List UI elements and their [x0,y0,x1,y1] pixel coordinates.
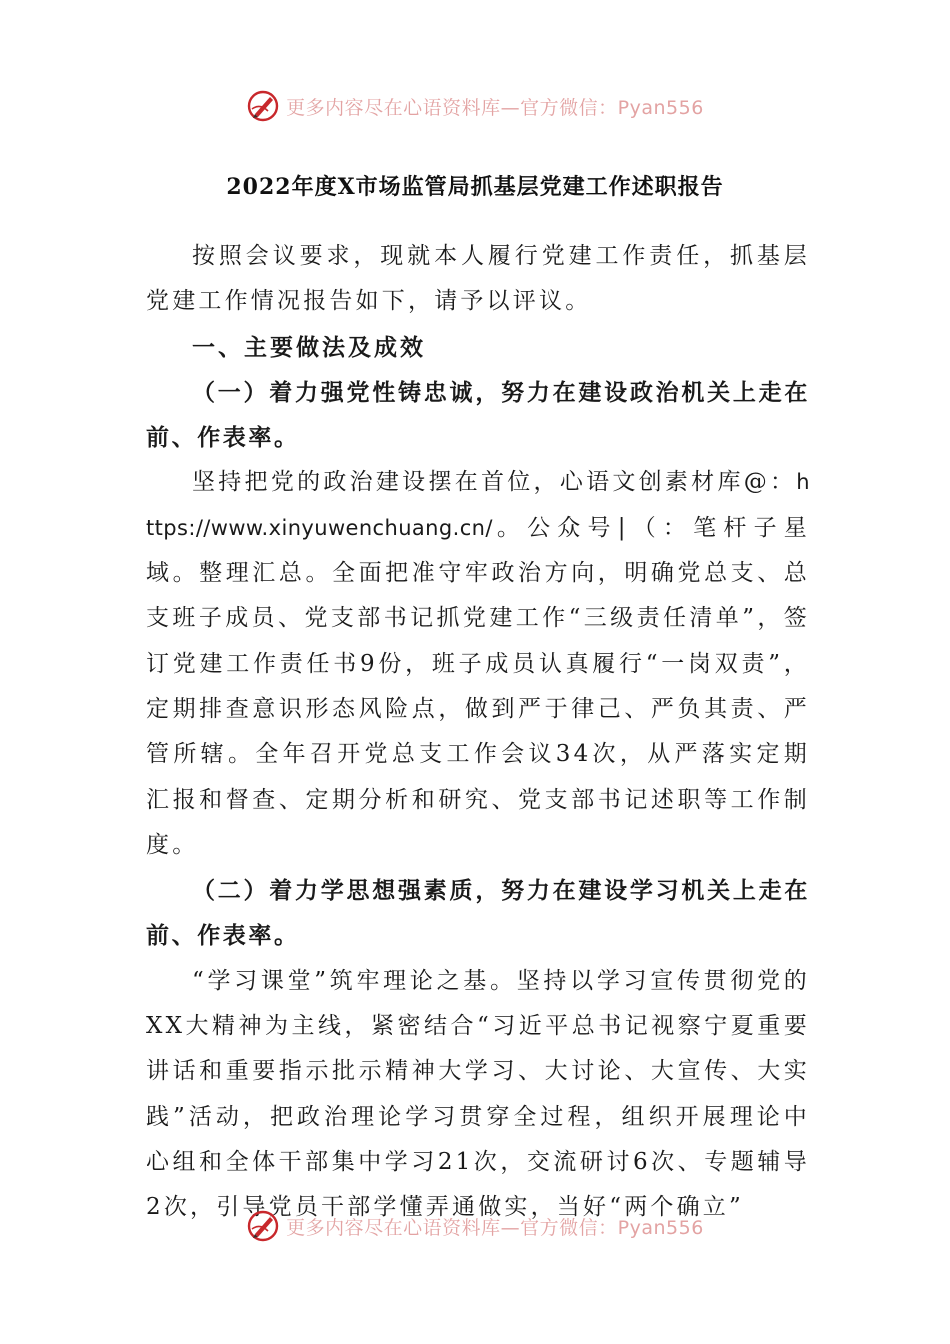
source-url: https://www.xinyuwenchuang.cn/ [146,470,810,540]
intro-paragraph: 按照会议要求，现就本人履行党建工作责任，抓基层党建工作情况报告如下，请予以评议。 [146,243,810,315]
watermark-footer [0,1204,950,1248]
watermark-text: 更多内容尽在心语资料库—官方微信：Pyan556 [286,96,704,119]
section-heading: 一、主要做法及成效 [192,333,426,361]
pen-seal-icon [246,1209,280,1243]
subsection-paragraph-1 [146,460,810,868]
subsection-heading-1: （一）着力强党性铸忠诚，努力在建设政治机关上走在前、作表率。 [146,378,810,452]
page-title: 2022年度X市场监管局抓基层党建工作述职报告 [226,174,724,200]
subsection-paragraph-2: “学习课堂”筑牢理论之基。坚持以学习宣传贯彻党的XX大精神为主线，紧密结合“习近平总书记视察宁夏重要讲话和重要指示批示精神大学习、大讨论、大宣传、大实践”活动，把政治理论学习贯穿全过程，组织开展理论中心组和全体干部集中学习21次，交流研讨6次、专题辅导2次，引导党员干部学懂弄通做实，当好“两个确立” [146,967,810,1221]
subsection-heading-2: （二）着力学思想强素质，努力在建设学习机关上走在前、作表率。 [146,877,810,950]
paragraph-text: 。公众号|（：笔杆子星域。整理汇总。全面把准守牢政治方向，明确党总支、总支班子成员、党支部书记抓党建工作“三级责任清单”，签订党建工作责任书9份，班子成员认真履行“一岗双责”，定期排查意识形态风险点，做到严于律己、严负其责、严管所辖。全年召开党总支工作会议34次，从严落实定期汇报和督查、定期分析和研究、党支部书记述职等工作制度。 [146,514,810,858]
document-body [146,234,810,1231]
paragraph-text: 坚持把党的政治建设摆在首位，心语文创素材库@： [192,469,797,496]
watermark-header [0,84,950,128]
watermark-text: 更多内容尽在心语资料库—官方微信：Pyan556 [286,1216,704,1239]
pen-seal-icon [246,89,280,123]
